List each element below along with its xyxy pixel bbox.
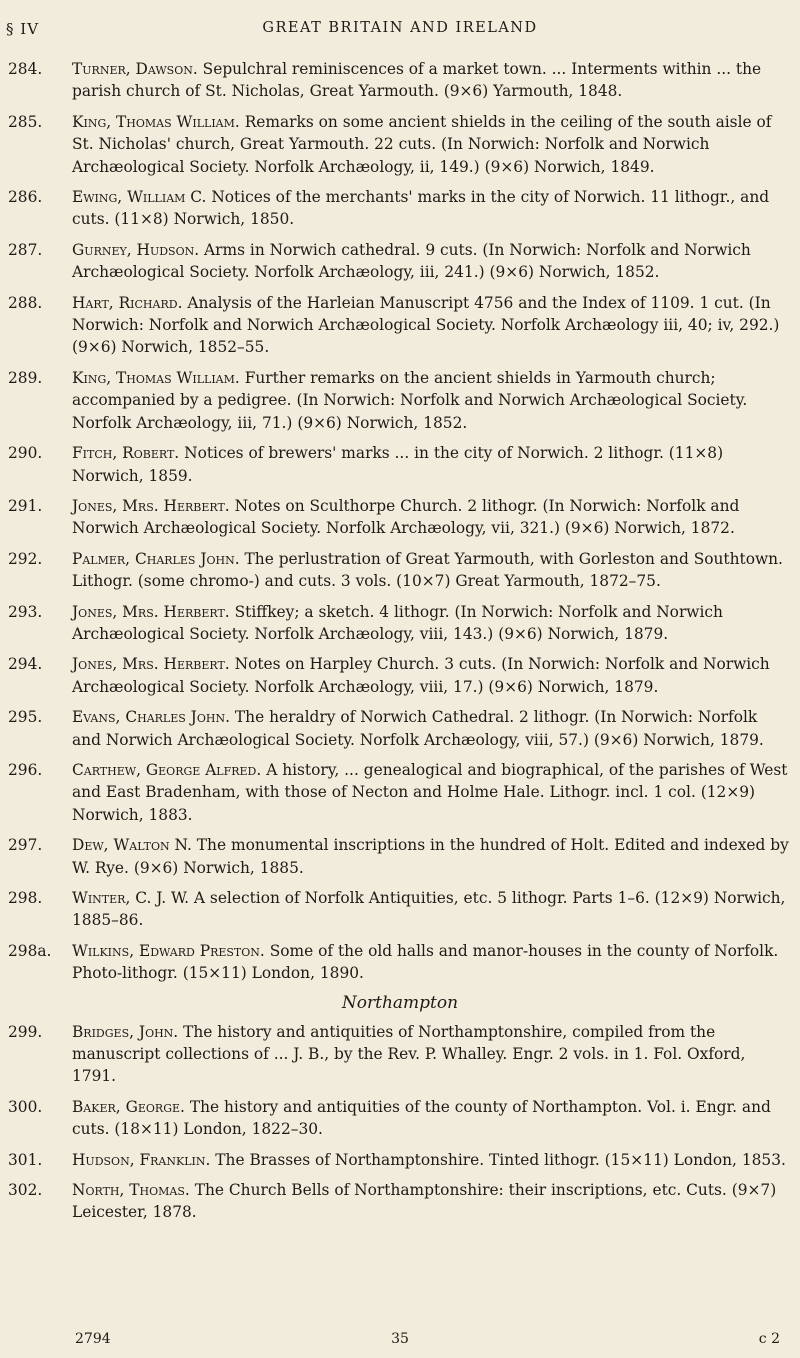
entry-number: 299. <box>8 1022 43 1041</box>
entry-number: 295. <box>8 708 43 727</box>
entry-author: Jones, Mrs. Herbert. <box>72 496 230 515</box>
section-subheading: Northampton <box>341 992 459 1013</box>
entry-number: 290. <box>8 444 43 463</box>
bibliography-entry <box>0 186 800 231</box>
entry-author: North, Thomas. <box>72 1181 190 1200</box>
entry-text: Notices of the merchants' marks in the city of Norwich. 11 lithogr., and cuts. (11×8) Norwich, 1850. <box>72 188 770 229</box>
entry-number: 293. <box>8 602 43 621</box>
entry-author: Bridges, John. <box>72 1022 179 1041</box>
entry-text: The history and antiquities of Northamptonshire, compiled from the manuscript collections of ... J. B., by the Rev. P. Whalley. Engr. 2 vols. in 1. Fol. Oxford, 1791. <box>72 1022 746 1086</box>
bibliography-entry <box>0 601 800 646</box>
entry-text: Notices of brewers' marks ... in the city of Norwich. 2 lithogr. (11×8) Norwich, 1859. <box>72 444 724 485</box>
bibliography-entry <box>0 292 800 359</box>
bibliography-entry <box>0 367 800 434</box>
entry-number: 298a. <box>8 941 52 960</box>
entry-text: Some of the old halls and manor-houses in the county of Norfolk. Photo-lithogr. (15×11) London, 1890. <box>72 941 779 983</box>
entry-text: The history and antiquities of the county of Northampton. Vol. i. Engr. and cuts. (18×11) London, 1822–30. <box>72 1097 771 1139</box>
entry-author: Jones, Mrs. Herbert. <box>72 655 230 674</box>
entry-text: A history, ... genealogical and biographical, of the parishes of West and East Bradenham, with those of Necton and Holme Hale. Lithogr. incl. 1 col. (12×9) Norwich, 1883. <box>72 760 788 824</box>
bibliography-entry <box>0 1149 800 1171</box>
entry-number: 297. <box>8 836 43 855</box>
entry-author: Baker, George. <box>72 1097 185 1116</box>
bibliography-entry <box>0 495 800 540</box>
page-footer <box>0 1331 800 1353</box>
bibliography-entry <box>0 940 800 985</box>
bibliography-entry <box>0 1096 800 1141</box>
entry-number: 291. <box>8 496 43 515</box>
bibliography-entry <box>0 442 800 487</box>
bibliography-entry <box>0 653 800 698</box>
running-title: GREAT BRITAIN AND IRELAND <box>262 20 538 36</box>
entry-author: Winter, C. J. W. <box>72 889 190 907</box>
entry-author: Ewing, William C. <box>72 188 207 207</box>
entry-text: Remarks on some ancient shields in the ceiling of the south aisle of St. Nicholas' church, Great Yarmouth. 22 cuts. (In Norwich: Norfolk and Norwich Archæological Society. Norfolk Archæology, ii, 149.) (9×6) Norwich, 1849. <box>72 112 772 176</box>
signature-mark: 2794 <box>75 1331 111 1347</box>
entry-author: King, Thomas William. <box>72 368 240 387</box>
entry-author: King, Thomas William. <box>72 112 240 131</box>
entry-text: The perlustration of Great Yarmouth, with Gorleston and Southtown. Lithogr. (some chromo-) and cuts. 3 vols. (10×7) Great Yarmouth, 1872–75. <box>72 549 783 591</box>
catchword: c 2 <box>758 1331 780 1347</box>
entry-number: 292. <box>8 549 43 568</box>
entry-author: Evans, Charles John. <box>72 708 230 727</box>
bibliography-entry <box>0 887 800 932</box>
entry-author: Fitch, Robert. <box>72 444 180 463</box>
entry-number: 288. <box>8 293 43 312</box>
entry-author: Jones, Mrs. Herbert. <box>72 602 230 621</box>
bibliography-entry <box>0 1021 800 1088</box>
entry-number: 287. <box>8 240 43 259</box>
entry-author: Wilkins, Edward Preston. <box>72 941 265 960</box>
entry-author: Dew, Walton N. <box>72 836 192 855</box>
entry-text: Sepulchral reminiscences of a market town. ... Interments within ... the parish church of St. Nicholas, Great Yarmouth. (9×6) Yarmouth, 1848. <box>72 60 762 101</box>
entry-text: Arms in Norwich cathedral. 9 cuts. (In Norwich: Norfolk and Norwich Archæological Society. Norfolk Archæology, iii, 241.) (9×6) Norwich, 1852. <box>72 240 751 282</box>
entry-number: 302. <box>8 1181 43 1200</box>
entry-author: Carthew, George Alfred. <box>72 760 262 779</box>
bibliography-entry <box>0 1179 800 1224</box>
entry-text: Notes on Sculthorpe Church. 2 lithogr. (In Norwich: Norfolk and Norwich Archæological Society. Norfolk Archæology, vii, 321.) (9×6) Norwich, 1872. <box>72 496 740 538</box>
entry-number: 294. <box>8 655 43 674</box>
bibliography-entry <box>0 759 800 826</box>
entry-number: 286. <box>8 188 43 207</box>
entry-number: 300. <box>8 1097 43 1116</box>
bibliography-entry <box>0 111 800 178</box>
entry-number: 285. <box>8 112 43 131</box>
entry-text: Notes on Harpley Church. 3 cuts. (In Norwich: Norfolk and Norwich Archæological Society. Norfolk Archæology, viii, 17.) (9×6) Norwich, 1879. <box>72 655 770 696</box>
entry-number: 284. <box>8 60 43 78</box>
entry-text: Analysis of the Harleian Manuscript 4756 and the Index of 1109. 1 cut. (In Norwich: Norfolk and Norwich Archæological Society. Norfolk Archæology iii, 40; iv, 292.) (9×6) Norwich, 1852–55. <box>72 293 780 357</box>
entry-text: The Brasses of Northamptonshire. Tinted lithogr. (15×11) London, 1853. <box>215 1150 786 1169</box>
entry-author: Palmer, Charles John. <box>72 549 240 568</box>
bibliography-entry <box>0 58 800 103</box>
entry-author: Gurney, Hudson. <box>72 240 200 259</box>
entry-number: 298. <box>8 889 43 907</box>
entry-text: The monumental inscriptions in the hundred of Holt. Edited and indexed by W. Rye. (9×6) Norwich, 1885. <box>72 836 789 877</box>
entry-number: 289. <box>8 368 43 387</box>
page-header <box>0 16 800 46</box>
entry-number: 296. <box>8 760 43 779</box>
bibliography-entry <box>0 706 800 751</box>
entry-text: Stiffkey; a sketch. 4 lithogr. (In Norwich: Norfolk and Norwich Archæological Society. Norfolk Archæology, viii, 143.) (9×6) Norwich, 1879. <box>72 602 723 643</box>
entry-author: Turner, Dawson. <box>72 60 198 78</box>
entry-text: The Church Bells of Northamptonshire: their inscriptions, etc. Cuts. (9×7) Leicester, 1878. <box>72 1181 777 1222</box>
page-number: 35 <box>391 1331 409 1347</box>
entry-number: 301. <box>8 1150 43 1169</box>
entry-author: Hudson, Franklin. <box>72 1150 211 1169</box>
entries-list <box>0 58 800 1232</box>
entry-text: The heraldry of Norwich Cathedral. 2 lithogr. (In Norwich: Norfolk and Norwich Archæological Society. Norfolk Archæology, viii, 57.) (9×6) Norwich, 1879. <box>72 708 764 749</box>
bibliography-entry <box>0 548 800 593</box>
entry-text: Further remarks on the ancient shields in Yarmouth church; accompanied by a pedigree. (In Norwich: Norfolk and Norwich Archæological Society. Norfolk Archæology, iii, 71.) (9×6) Norwich, 1852. <box>72 368 748 432</box>
bibliography-entry <box>0 834 800 879</box>
entry-text: A selection of Norfolk Antiquities, etc. 5 lithogr. Parts 1–6. (12×9) Norwich, 1885–86. <box>72 889 786 930</box>
section-mark: § IV <box>6 20 40 38</box>
entry-author: Hart, Richard. <box>72 293 183 312</box>
bibliography-entry <box>0 239 800 284</box>
